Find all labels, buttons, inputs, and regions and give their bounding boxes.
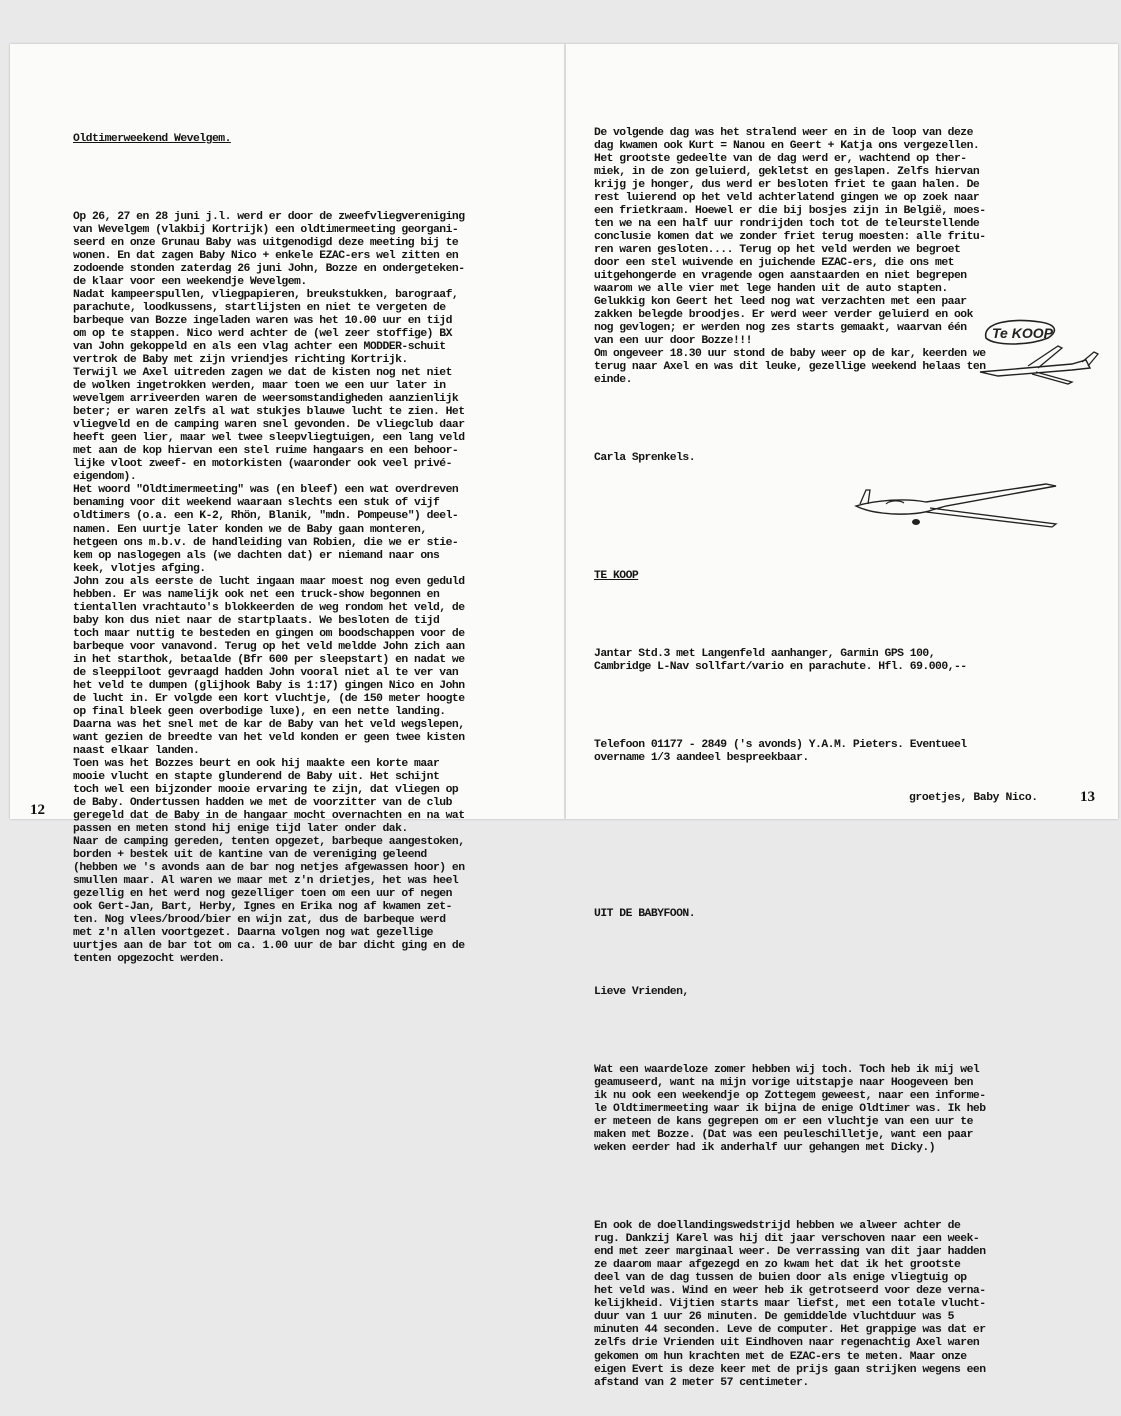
te-koop-sign: Te KOOP <box>992 325 1053 341</box>
text-line: vliegveld en de camping waren snel gevonden. De vliegclub daar <box>73 419 465 432</box>
ad-line: Cambridge L-Nav sollfart/vario en parachute. Hfl. 69.000,-- <box>594 660 967 673</box>
text-line: door een stel wuivende en juichende EZAC-ers, die ons met <box>594 257 954 270</box>
text-line: rug. Dankzij Karel was hij dit jaar verschoven naar een week- <box>594 1233 980 1246</box>
text-line: mooie vlucht en stapte glunderend de Baby uit. Het schijnt <box>73 770 440 783</box>
text-line: krijg je honger, dus werd er besloten friet te gaan halen. De <box>594 179 980 192</box>
babyfoon-paragraph-1 <box>594 1064 986 1155</box>
text-line: Gelukkig kon Geert het leed nog wat verzachten met een paar <box>594 296 967 309</box>
signoff: groetjes, Baby Nico. <box>909 792 1038 804</box>
text-line: duur van 1 uur 26 minuten. De gemiddelde vluchtduur was 5 <box>594 1311 954 1324</box>
article-continuation <box>594 127 986 387</box>
text-line: heeft geen lier, maar wel twee sleepvliegtuigen, een lang veld <box>73 432 465 445</box>
text-line: Op 26, 27 en 28 juni j.l. werd er door de zweefvliegvereniging <box>73 211 465 224</box>
text-line: John zou als eerste de lucht ingaan maar moest nog even geduld <box>73 575 465 588</box>
text-line: maken met Bozze. (Dat was een peuleschilletje, want een paar <box>594 1129 973 1142</box>
text-line: Wat een waardeloze zomer hebben wij toch. Toch heb ik mij wel <box>594 1064 980 1077</box>
glider-te-koop-drawing <box>976 316 1102 390</box>
text-line: ook Gert-Jan, Bart, Herby, Ignes en Erika nog af kwamen zet- <box>73 900 452 913</box>
text-line: terug naar Axel en was dit leuke, gezellige weekend helaas ten <box>594 361 986 374</box>
text-line: wonen. En dat zagen Baby Nico + enkele EZAC-ers wel zitten en <box>73 250 459 263</box>
text-line: En ook de doellandingswedstrijd hebben we alweer achter de <box>594 1220 961 1233</box>
text-line: met aan de kop hiervan een stel ruime hangaars en een behoor- <box>73 445 459 458</box>
text-line: ten we na een half uur rondrijden toch tot de teleurstellende <box>594 218 980 231</box>
text-line: wevelgem arriveerden waren de weersomstandigheden aanzienlijk <box>73 393 459 406</box>
text-line: Nadat kampeerspullen, vliegpapieren, breukstukken, barograaf, <box>73 289 459 302</box>
text-line: smullen maar. Al waren we maar met z'n drietjes, het was heel <box>73 874 459 887</box>
text-line: ten. Nog vlees/brood/bier en wijn zat, dus de barbeque werd <box>73 913 446 926</box>
text-line: uitgehongerde en vragende ogen aanstaarden en niet begrepen <box>594 270 967 283</box>
text-line: in het starthok, betaalde (Bfr 600 per sleepstart) en nadat we <box>73 653 465 666</box>
te-koop-heading: TE KOOP <box>594 569 639 582</box>
salutation: Lieve Vrienden, <box>594 986 689 999</box>
text-line: hetgeen ons m.b.v. de handleiding van Robien, die we er stie- <box>73 536 459 549</box>
text-line: de Baby. Ondertussen hadden we met de voorzitter van de club <box>73 796 452 809</box>
ad-line: Jantar Std.3 met Langenfeld aanhanger, Garmin GPS 100, <box>594 647 936 660</box>
text-line: Toen was het Bozzes beurt en ook hij maakte een korte maar <box>73 757 440 770</box>
text-line: een frietkraam. Hoewel er die bij bosjes zijn in België, moes- <box>594 205 986 218</box>
text-line: seerd en onze Grunau Baby was uitgenodigd deze meeting bij te <box>73 237 459 250</box>
text-line: ze daarom maar afgezegd en zo kwam het dat ik het grootste <box>594 1259 961 1272</box>
text-line: le Oldtimermeeting waar ik bijna de enige Oldtimer was. Ik heb <box>594 1103 986 1116</box>
left-page <box>10 44 566 966</box>
text-line: einde. <box>594 374 632 387</box>
page-number-right: 13 <box>1080 789 1095 805</box>
text-line: naast elkaar landen. <box>73 744 200 757</box>
text-line: want gezien de breedte van het veld konden er geen twee kisten <box>73 731 465 744</box>
text-line: het veld was. Wind en weer heb ik getrotseerd voor deze verna- <box>594 1285 986 1298</box>
text-line: kem op naslogegen als (we dachten dat) er niemand naar ons <box>73 549 440 562</box>
text-line: op final bleek geen overbodige luxe), en een nette landing. <box>73 705 446 718</box>
babyfoon-heading: UIT DE BABYFOON. <box>594 907 696 920</box>
text-line: vertrok de Baby met zijn vriendjes richting Kortrijk. <box>73 354 408 367</box>
text-line: afstand van 2 meter 57 centimeter. <box>594 1376 809 1389</box>
text-line: ren waren gesloten.... Terug op het veld werden we begroet <box>594 244 961 257</box>
right-page <box>566 44 1118 1389</box>
text-line: conclusie komen dat we zonder friet terug moesten: alle fritu- <box>594 231 986 244</box>
text-line: waarom we alle vier met lege handen uit de auto stapten. <box>594 283 948 296</box>
text-line: geregeld dat de Baby in de hangaar mocht overnachten en na wat <box>73 809 465 822</box>
text-line: benaming voor dit weekend waaraan slechts een stuk of vijf <box>73 497 440 510</box>
contact-line: overname 1/3 aandeel bespreekbaar. <box>594 751 809 764</box>
text-line: van een uur door Bozze!!! <box>594 335 752 348</box>
text-line: passen en meten stond hij enige tijd later onder dak. <box>73 822 408 835</box>
text-line: minuten 44 seconden. Leve de computer. Het grappige was dat er <box>594 1324 986 1337</box>
text-line: eigen Evert is deze keer met de prijs gaan strijken wegens een <box>594 1363 986 1376</box>
article-author: Carla Sprenkels. <box>594 452 696 465</box>
article-title: Oldtimerweekend Wevelgem. <box>73 133 231 146</box>
text-line: de sleeppiloot gevraagd hadden John vooral niet al te ver van <box>73 666 459 679</box>
text-line: van Wevelgem (vlakbij Kortrijk) een oldtimermeeting georgani- <box>73 224 459 237</box>
text-line: deel van de dag tussen de buien door als enige vliegtuig op <box>594 1272 967 1285</box>
text-line: namen. Een uurtje later konden we de Baby gaan monteren, <box>73 523 427 536</box>
text-line: (hebben we 's avonds aan de bar nog netjes afgewassen hoor) en <box>73 861 465 874</box>
text-line: zelfs drie Vrienden uit Eindhoven naar regenachtig Axel waren <box>594 1337 980 1350</box>
text-line: keek, vlotjes afging. <box>73 562 206 575</box>
text-line: tenten opgezocht werden. <box>73 953 225 966</box>
text-line: borden + bestek uit de kantine van de vereniging geleend <box>73 848 427 861</box>
page-number-left: 12 <box>30 802 45 818</box>
article-body <box>73 211 465 966</box>
text-line: er meteen de kans gegrepen om er een vluchtje van een uur te <box>594 1116 973 1129</box>
text-line: van John gekoppeld en als een vlag achter een MODDER-schuit <box>73 341 446 354</box>
text-line: de wolken ingetrokken werden, maar toen we een uur later in <box>73 380 446 393</box>
text-line: baby kon dus niet naar de startplaats. We besloten de tijd <box>73 614 440 627</box>
left-article <box>73 107 465 992</box>
text-line: barbeque voor vanavond. Terug op het veld meldde John zich aan <box>73 640 465 653</box>
text-line: gezellig en het werd nog gezelliger toen om een uur of negen <box>73 887 452 900</box>
right-article <box>594 101 986 1416</box>
text-line: Daarna was het snel met de kar de Baby van het veld wegslepen, <box>73 718 465 731</box>
text-line: Om ongeveer 18.30 uur stond de baby weer op de kar, keerden we <box>594 348 986 361</box>
text-line: tientallen vrachtauto's blokkeerden de weg rondom het veld, de <box>73 601 465 614</box>
text-line: zodoende stonden zaterdag 26 juni John, Bozze en ondergeteken- <box>73 263 465 276</box>
text-line: gekomen om hun krachten met de EZAC-ers te meten. Maar onze <box>594 1350 967 1363</box>
text-line: Het grootste gedeelte van de dag werd er, wachtend op ther- <box>594 153 967 166</box>
text-line: zakken belegde broodjes. Er werd weer verder geluierd en ook <box>594 309 973 322</box>
glider-drawing <box>846 472 1066 532</box>
text-line: barbeque van Bozze ingeladen waren was het 10.00 uur en tijd <box>73 315 452 328</box>
text-line: uurtjes aan de bar tot om ca. 1.00 uur de bar dicht ging en de <box>73 940 465 952</box>
text-line: kelijkheid. Vijtien starts maar liefst, met een totale vlucht- <box>594 1298 986 1311</box>
text-line: eigendom). <box>73 471 137 484</box>
text-line: toch maar nuttig te besteden en gingen om boodschappen voor de <box>73 627 465 640</box>
te-koop-contact <box>594 739 986 765</box>
text-line: dag kwamen ook Kurt = Nanou en Geert + Katja ons vergezellen. <box>594 140 980 153</box>
babyfoon-paragraph-2 <box>594 1220 986 1389</box>
text-line: met z'n allen voortgezet. Daarna volgen nog wat gezellige <box>73 926 433 939</box>
text-line: ik nu ook een weekendje op Zottegem geweest, naar een informe- <box>594 1090 986 1103</box>
text-line: Terwijl we Axel uitreden zagen we dat de kisten nog net niet <box>73 367 452 380</box>
text-line: hebben. Er was namelijk ook net een truck-show begonnen en <box>73 588 440 601</box>
text-line: miek, in de zon geluierd, gekletst en geslapen. Zelfs hiervan <box>594 166 980 179</box>
text-line: nog gevlogen; er werden nog zes starts gemaakt, waarvan één <box>594 322 967 335</box>
te-koop-ad <box>594 648 986 674</box>
text-line: toch wel een bijzonder mooie ervaring te zijn, dat vliegen op <box>73 783 459 796</box>
contact-line: Telefoon 01177 - 2849 ('s avonds) Y.A.M. Pieters. Eventueel <box>594 738 967 751</box>
text-line: geamuseerd, want na mijn vorige uitstapje naar Hoogeveen ben <box>594 1077 973 1090</box>
text-line: weken eerder had ik anderhalf uur gehangen met Dicky.) <box>594 1142 936 1155</box>
text-line: lijke vloot zweef- en motorkisten (waaronder ook veel privé- <box>73 458 452 471</box>
text-line: de lucht in. Er volgde een kort vluchtje, (de 150 meter hoogte <box>73 692 465 705</box>
text-line: de klaar voor een weekendje Wevelgem. <box>73 276 307 289</box>
text-line: parachute, loodkussens, startlijsten en niet te vergeten de <box>73 302 446 315</box>
text-line: rest luierend op het veld achterlatend gingen we op zoek naar <box>594 192 980 205</box>
text-line: De volgende dag was het stralend weer en in de loop van deze <box>594 127 973 140</box>
text-line: om op te stappen. Nico werd achter de (wel zeer stoffige) BX <box>73 328 452 341</box>
text-line: oldtimers (o.a. een K-2, Rhön, Blanik, "mdn. Pompeuse") deel- <box>73 510 459 523</box>
text-line: end met zeer marginaal weer. De verrassing van dit jaar hadden <box>594 1246 986 1259</box>
text-line: beter; er waren zelfs al wat stukjes blauwe lucht te zien. Het <box>73 406 465 419</box>
text-line: Het woord "Oldtimermeeting" was (en bleef) een wat overdreven <box>73 484 459 497</box>
text-line: het veld te dumpen (glijhook Baby is 1:17) gingen Nico en John <box>73 679 465 692</box>
text-line: Naar de camping gereden, tenten opgezet, barbeque aangestoken, <box>73 835 465 848</box>
